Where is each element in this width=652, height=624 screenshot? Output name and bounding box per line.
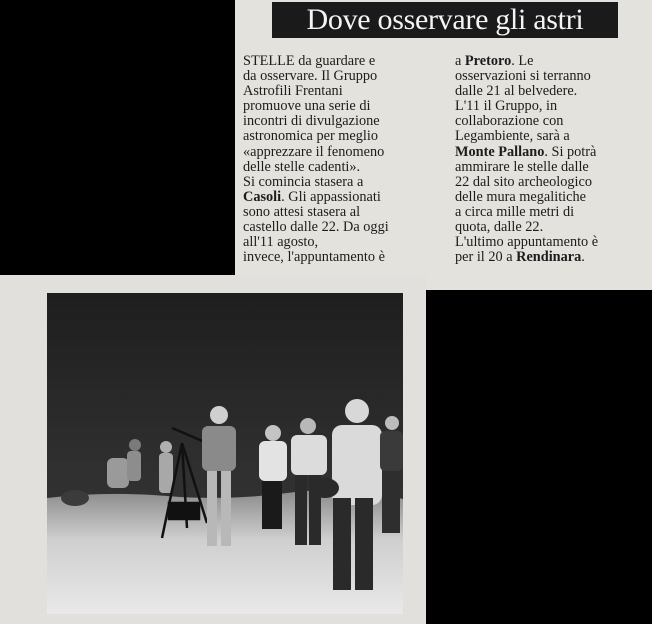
article-text: . Le osservazioni si terranno dalle 21 al belvedere. L'11 il Gruppo, in collaborazione con Legambiente, sarà a xyxy=(455,53,591,145)
article-text: a xyxy=(455,53,465,69)
article-text: . xyxy=(581,249,585,266)
article-text: . Si potrà ammirare le stelle dalle 22 dal sito archeologico delle mura megalitiche a circa mille metri di quota, dalle 22. L'ultimo appuntamento è per il 20 a xyxy=(455,143,599,266)
headline: Dove osservare gli astri xyxy=(272,2,618,38)
place-monte-pallano: Monte Pallano xyxy=(455,143,545,160)
newspaper-clipping xyxy=(235,0,652,290)
article-column-2 xyxy=(455,54,650,265)
place-pretoro: Pretoro xyxy=(464,53,512,69)
article-text: STELLE da guardare e da osservare. Il Gruppo Astrofili Frentani promuove una serie di incontri di divulgazione astronomica per meglio «apprezzare il fenomeno delle stelle cadenti». Si comincia stasera a xyxy=(243,53,385,190)
article-text: . Gli appassionati sono attesi stasera al castello dalle 22. Da oggi all'11 agosto, invece, l'appuntamento è xyxy=(243,188,389,266)
person-right xyxy=(380,416,403,533)
place-rendinara: Rendinara xyxy=(516,249,582,266)
place-casoli: Casoli xyxy=(243,188,282,205)
news-photo xyxy=(47,293,403,614)
article-column-1 xyxy=(243,54,448,265)
